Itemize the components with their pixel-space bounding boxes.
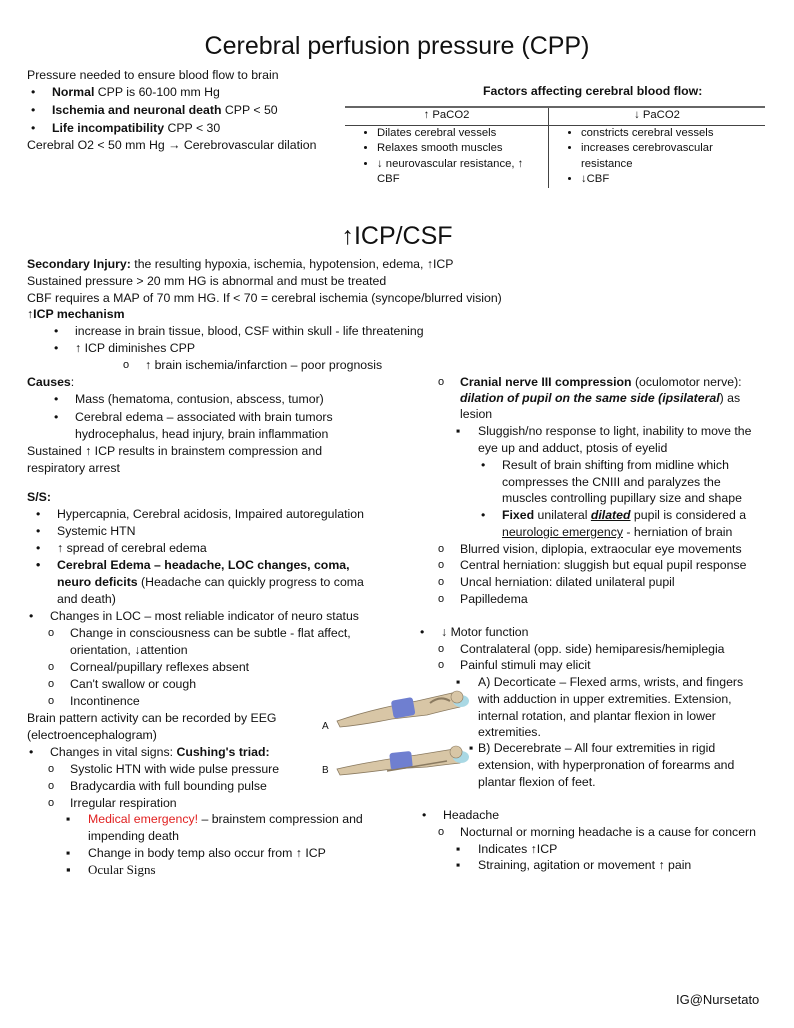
list-item: dilation of pupil on the same side (ipsilateral) as [460,391,741,405]
list-item: extension, with hyperpronation of forearms and [478,758,735,772]
list-item: o Incontinence [70,693,140,710]
list-item: o Papilledema [460,591,528,608]
list-item: ▪ B) Decerebrate – All four extremities in rigid [478,740,715,757]
list-item: o Irregular respiration [70,795,177,812]
list-item: • Result of brain shifting from midline which [502,457,729,474]
posture-illustration [332,685,470,785]
list-item: • Hypercapnia, Cerebral acidosis, Impaired autoregulation [57,506,364,523]
list-item: ▪ Change in body temp also occur from ↑ ICP [88,845,326,862]
list-item: lesion [460,407,493,421]
cpp-o2: Cerebral O2 < 50 mm Hg → Cerebrovascular dilation [27,138,317,152]
sustained-pressure: Sustained pressure > 20 mm HG is abnormal and must be treated [27,274,387,288]
list-item: o Corneal/pupillary reflexes absent [70,659,249,676]
list-item: ▪ Sluggish/no response to light, inability to move the [478,423,751,440]
list-item: o Painful stimuli may elicit [460,657,591,674]
table-cell-item: • ↓ neurovascular resistance, ↑ CBF [377,157,548,188]
cpp-bullet: • Life incompatibility CPP < 30 [52,120,220,137]
table-cell-item: • Relaxes smooth muscles [377,141,548,157]
list-item: • Changes in LOC – most reliable indicator of neuro status [50,608,359,625]
list-item: o Blurred vision, diplopia, extraocular eye movements [460,541,742,558]
list-item: neuro deficits (Headache can quickly progress to coma [57,575,364,589]
list-item: o Cranial nerve III compression (oculomotor nerve): [460,374,742,391]
causes-heading: Causes: [27,375,75,389]
figure-label-b: B [322,765,329,776]
list-item: o Nocturnal or morning headache is a cause for concern [460,824,756,841]
list-item: • ↑ spread of cerebral edema [57,540,207,557]
list-item: • increase in brain tissue, blood, CSF within skull - life threatening [75,323,424,340]
decerebrate-figure [337,746,469,775]
sustained-icp: Sustained ↑ ICP results in brainstem compression and [27,444,323,458]
table-cell-item: • Dilates cerebral vessels [377,126,548,142]
list-item: extremities. [478,725,541,739]
list-item: ▪ Indicates ↑ICP [478,841,557,858]
list-item: orientation, ↓attention [70,643,188,657]
list-item: muscles controlling pupillary size and shape [502,491,742,505]
list-item: • Systemic HTN [57,523,136,540]
list-item: • Fixed unilateral dilated pupil is considered a [502,507,746,524]
list-item: o Systolic HTN with wide pulse pressure [70,761,279,778]
list-item: o Can't swallow or cough [70,676,196,693]
cbf-note: CBF requires a MAP of 70 mm HG. If < 70 = cerebral ischemia (syncope/blurred vision) [27,291,502,305]
table-cell-item: • ↓CBF [581,172,765,188]
list-item: • ↑ ICP diminishes CPP [75,340,195,357]
cpp-bullet: • Ischemia and neuronal death CPP < 50 [52,102,278,119]
footer-handle: IG@Nursetato [676,992,760,1007]
list-item: compresses the CNIII and paralyzes the [502,475,721,489]
ss-heading: S/S: [27,490,51,504]
list-item: ▪ Ocular Signs [88,861,156,878]
list-item: eye up and adduct, ptosis of eyelid [478,441,668,455]
list-item: internal rotation, and plantar flexion in lower [478,709,716,723]
figure-label-a: A [322,721,329,732]
list-item: o Contralateral (opp. side) hemiparesis/hemiplegia [460,641,725,658]
list-item: o Uncal herniation: dilated unilateral pupil [460,574,675,591]
list-item: o Change in consciousness can be subtle - flat affect, [70,625,351,642]
list-item: o ↑ brain ischemia/infarction – poor prognosis [145,357,382,374]
list-item: neurologic emergency - herniation of brain [502,525,733,539]
table-cell-item: • increases cerebrovascular resistance [581,141,765,172]
list-item: impending death [88,829,179,843]
list-item: ▪ A) Decorticate – Flexed arms, wrists, and fingers [478,674,743,691]
list-item: • ↓ Motor function [441,624,528,641]
cpp-intro: Pressure needed to ensure blood flow to brain [27,68,279,82]
list-item: plantar flexion of feet. [478,775,596,789]
table-cell-item: • constricts cerebral vessels [581,126,765,142]
decorticate-figure [337,691,469,727]
col2-header: ↓ PaCO2 [549,107,766,125]
list-item: and death) [57,592,116,606]
list-item: • Cerebral edema – associated with brain tumors [75,409,333,426]
list-item: hydrocephalus, head injury, brain inflammation [75,427,329,441]
eeg-note: Brain pattern activity can be recorded by EEG [27,711,277,725]
eeg-note: (electroencephalogram) [27,728,157,742]
sustained-icp: respiratory arrest [27,461,120,475]
list-item: ▪ Straining, agitation or movement ↑ pain [478,857,691,874]
secondary-injury: Secondary Injury: the resulting hypoxia, ischemia, hypotension, edema, ↑ICP [27,257,454,271]
factors-title: Factors affecting cerebral blood flow: [483,84,703,98]
list-item: ▪ Medical emergency! – brainstem compression and [88,811,363,828]
list-item: with adduction in upper extremities. Extension, [478,692,732,706]
list-item: o Central herniation: sluggish but equal pupil response [460,557,746,574]
cpp-title: Cerebral perfusion pressure (CPP) [204,32,590,60]
list-item: • Cerebral Edema – headache, LOC changes, coma, [57,557,350,574]
list-item: • Headache [443,807,499,824]
list-item: • Changes in vital signs: Cushing's triad: [50,744,270,761]
list-item: o Bradycardia with full bounding pulse [70,778,267,795]
col1-header: ↑ PaCO2 [345,107,549,125]
icp-title: ↑ICP/CSF [341,222,453,250]
list-item: • Mass (hematoma, contusion, abscess, tumor) [75,391,324,408]
cpp-bullet: • Normal CPP is 60-100 mm Hg [52,84,220,101]
factors-table [345,106,765,188]
mechanism-heading: ↑ICP mechanism [27,307,125,321]
